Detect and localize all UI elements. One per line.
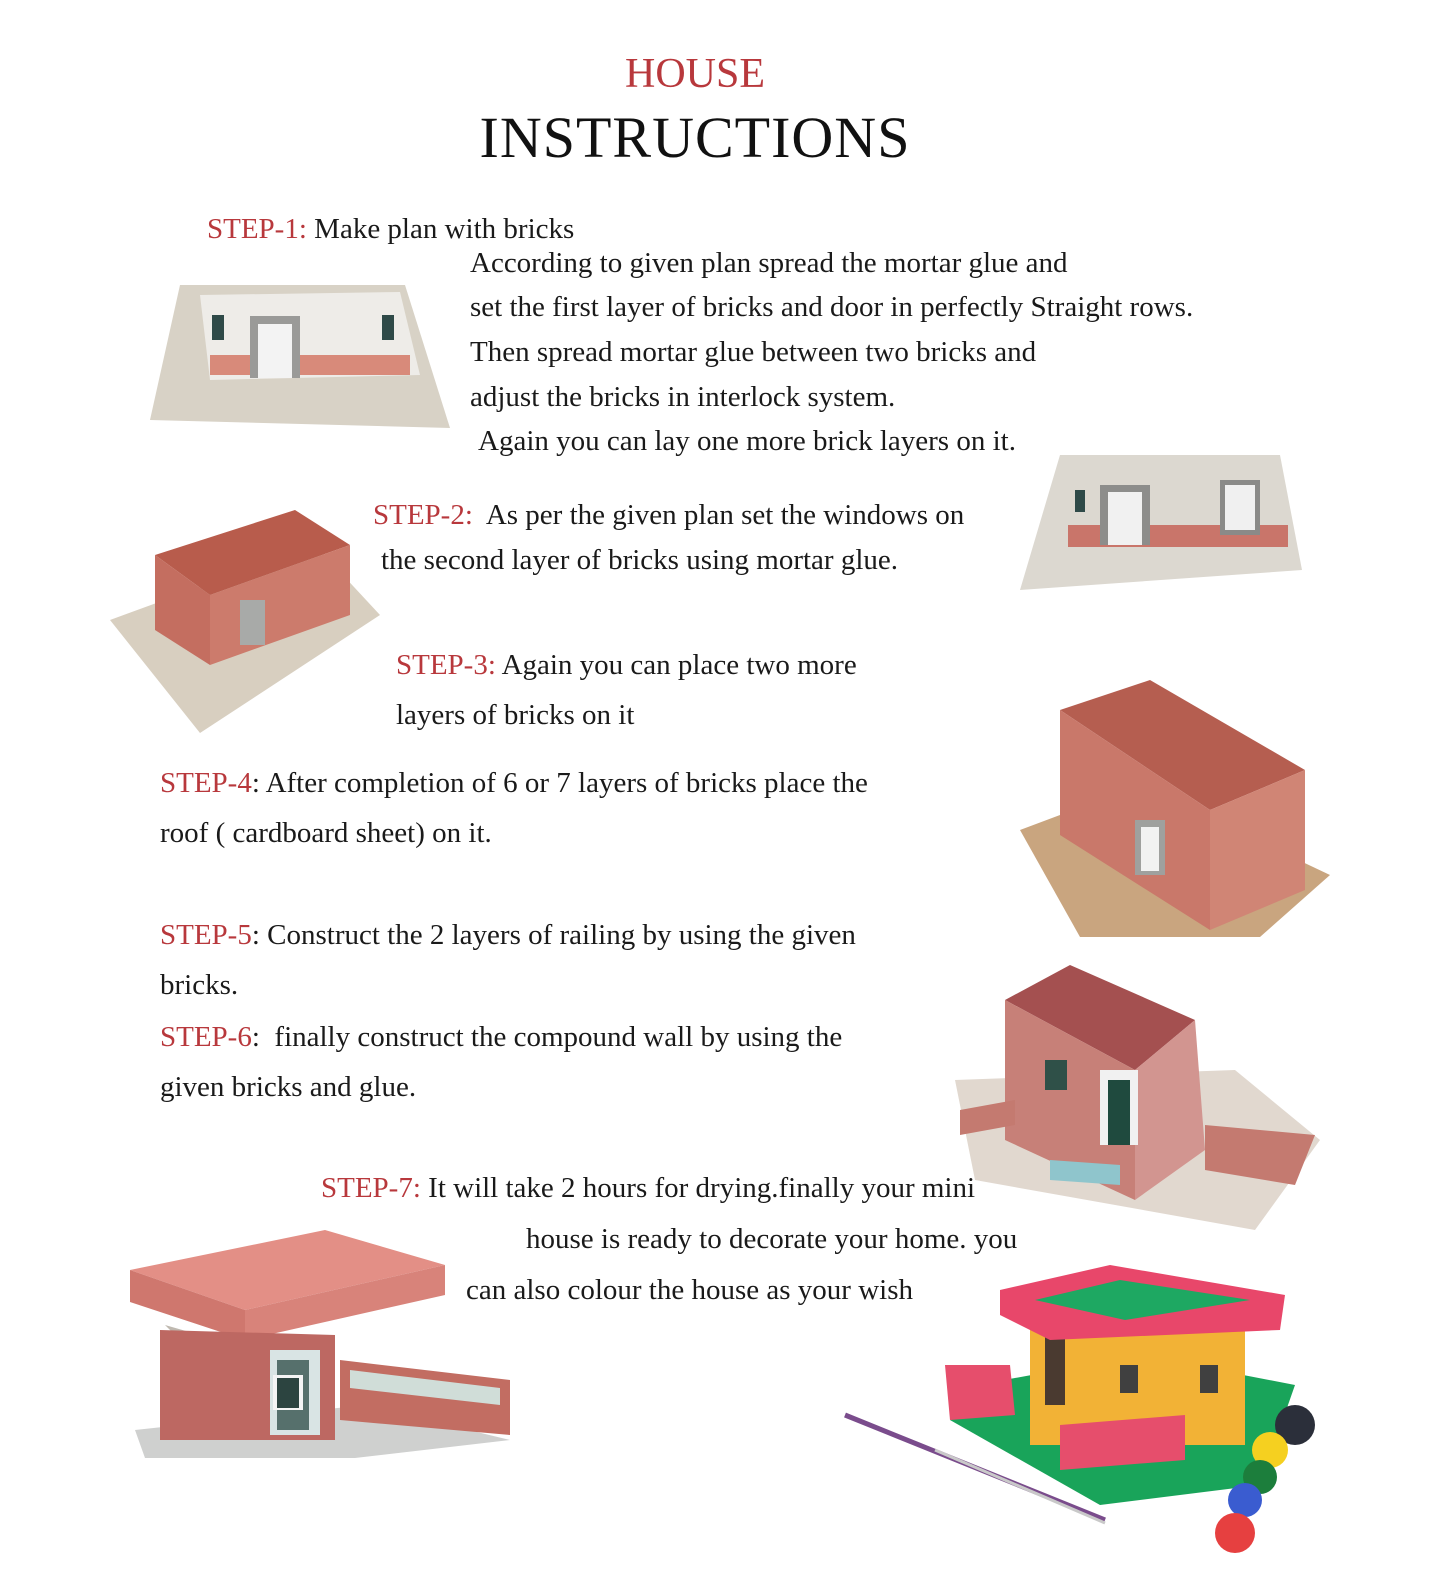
step-3-heading: STEP-3: Again you can place two more	[396, 649, 857, 681]
step-label: STEP-5	[160, 919, 252, 951]
step-3-photo	[1020, 675, 1330, 940]
title-instructions: INSTRUCTIONS	[479, 105, 911, 170]
step-7-painted-house-photo	[840, 1255, 1330, 1565]
step-5-6-photo	[955, 960, 1325, 1235]
step-label: STEP-7	[321, 1172, 413, 1204]
step-text: As per the given plan set the windows on	[485, 499, 965, 531]
step-text: set the first layer of bricks and door in perfectly Straight rows.	[470, 291, 1194, 323]
step-text: Construct the 2 layers of railing by using the given	[267, 919, 856, 951]
step-label: STEP-6	[160, 1021, 252, 1053]
step-text: roof ( cardboard sheet) on it.	[160, 817, 492, 849]
step-2-photo	[1020, 450, 1305, 595]
step-1-heading: STEP-1: Make plan with bricks	[207, 213, 575, 245]
step-6-heading: STEP-6: finally construct the compound wall by using the	[160, 1021, 843, 1053]
title-house: HOUSE	[624, 51, 765, 97]
step-text: It will take 2 hours for drying.finally your mini	[428, 1172, 976, 1204]
step-text: After completion of 6 or 7 layers of bricks place the	[265, 767, 868, 799]
step-label: STEP-1	[207, 213, 299, 245]
step-text: bricks.	[160, 969, 239, 1001]
step-text: adjust the bricks in interlock system.	[470, 381, 896, 413]
step-1-photo	[150, 280, 455, 430]
step-text: house is ready to decorate your home. you	[526, 1223, 1018, 1255]
step-5-heading: STEP-5: Construct the 2 layers of railing by using the given	[160, 919, 856, 951]
step-text: Make plan with bricks	[314, 213, 575, 245]
step-4-heading: STEP-4: After completion of 6 or 7 layers of bricks place the	[160, 767, 868, 799]
step-text: finally construct the compound wall by using the	[274, 1021, 843, 1053]
step-text: can also colour the house as your wish	[466, 1274, 913, 1306]
step-text: the second layer of bricks using mortar glue.	[381, 544, 899, 576]
step-2-heading: STEP-2: As per the given plan set the windows on	[373, 499, 965, 531]
step-text: layers of bricks on it	[396, 699, 635, 731]
step-2-walls-photo	[110, 505, 385, 735]
step-text: Again you can lay one more brick layers on it.	[478, 425, 1016, 457]
step-7-brick-house-photo	[125, 1230, 515, 1460]
step-text: Then spread mortar glue between two bricks and	[470, 336, 1037, 368]
step-text: given bricks and glue.	[160, 1071, 417, 1103]
step-label: STEP-2	[373, 499, 465, 531]
step-text: Again you can place two more	[501, 649, 857, 681]
step-7-heading: STEP-7: It will take 2 hours for drying.finally your mini	[321, 1172, 976, 1204]
step-label: STEP-4	[160, 767, 252, 799]
step-text: According to given plan spread the mortar glue and	[470, 247, 1068, 279]
step-label: STEP-3	[396, 649, 488, 681]
